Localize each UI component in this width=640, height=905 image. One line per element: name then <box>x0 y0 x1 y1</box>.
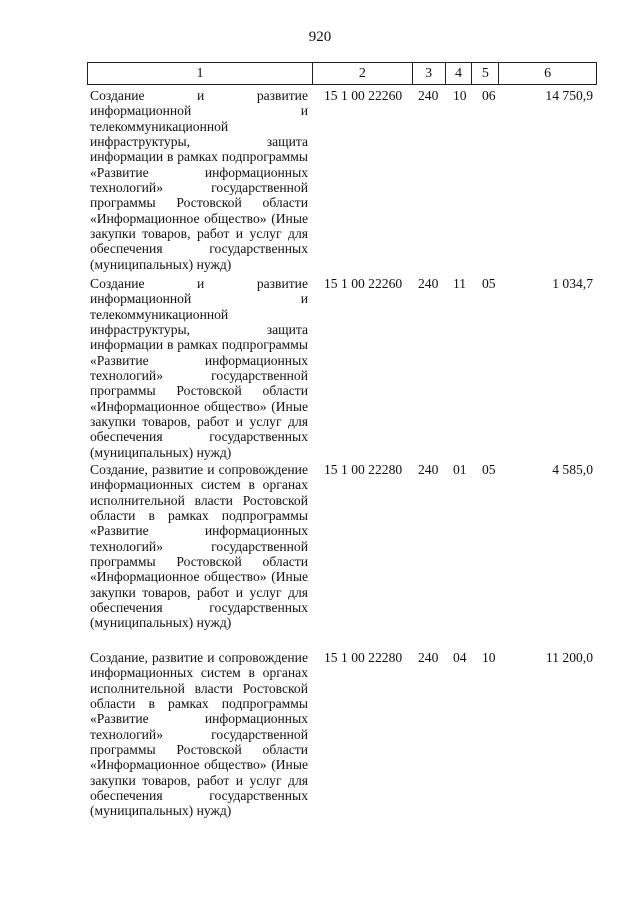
row-rz: 11 <box>453 276 467 291</box>
row-pr: 05 <box>482 462 496 477</box>
header-cell-4: 4 <box>446 63 473 84</box>
row-code: 15 1 00 22280 <box>324 462 403 477</box>
header-cell-1: 1 <box>88 63 313 84</box>
row-pr: 05 <box>482 276 496 291</box>
row-code: 15 1 00 22260 <box>324 88 403 103</box>
row-sum: 14 750,9 <box>545 88 593 103</box>
row-description: Создание и развитие информационной и телекоммуникационной инфраструктуры, защита информации в рамках подпрограммы «Развитие информационных технологий» государственной программы Ростовской области «Информационное общество» (Иные закупки товаров, работ и услуг для обеспечения государственных (муниципальных) нужд) <box>90 88 308 272</box>
row-description: Создание и развитие информационной и телекоммуникационной инфраструктуры, защита информации в рамках подпрограммы «Развитие информационных технологий» государственной программы Ростовской области «Информационное общество» (Иные закупки товаров, работ и услуг для обеспечения государственных (муниципальных) нужд) <box>90 276 308 460</box>
row-pr: 10 <box>482 650 496 665</box>
header-cell-2: 2 <box>313 63 413 84</box>
row-rz: 10 <box>453 88 467 103</box>
row-sum: 1 034,7 <box>552 276 593 291</box>
row-code: 15 1 00 22260 <box>324 276 403 291</box>
row-vr: 240 <box>418 276 439 291</box>
row-rz: 01 <box>453 462 467 477</box>
row-vr: 240 <box>418 650 439 665</box>
header-cell-6: 6 <box>544 65 552 81</box>
row-sum: 4 585,0 <box>552 462 593 477</box>
row-vr: 240 <box>418 462 439 477</box>
row-code: 15 1 00 22280 <box>324 650 403 665</box>
row-pr: 06 <box>482 88 496 103</box>
page-number: 920 <box>308 29 332 45</box>
row-description: Создание, развитие и сопровождение информационных систем в органах исполнительной власти Ростовской области в рамках подпрограммы «Развитие информационных технологий» государственной программы Ростовской области «Информационное общество» (Иные закупки товаров, работ и услуг для обеспечения государственных (муниципальных) нужд) <box>90 462 308 631</box>
row-description: Создание, развитие и сопровождение информационных систем в органах исполнительной власти Ростовской области в рамках подпрограммы «Развитие информационных технологий» государственной программы Ростовской области «Информационное общество» (Иные закупки товаров, работ и услуг для обеспечения государственных (муниципальных) нужд) <box>90 650 308 819</box>
header-cell-3: 3 <box>413 63 446 84</box>
header-cell-5: 5 <box>472 63 499 84</box>
table-header <box>87 62 597 85</box>
row-rz: 04 <box>453 650 467 665</box>
row-sum: 11 200,0 <box>545 650 593 665</box>
row-vr: 240 <box>418 88 439 103</box>
